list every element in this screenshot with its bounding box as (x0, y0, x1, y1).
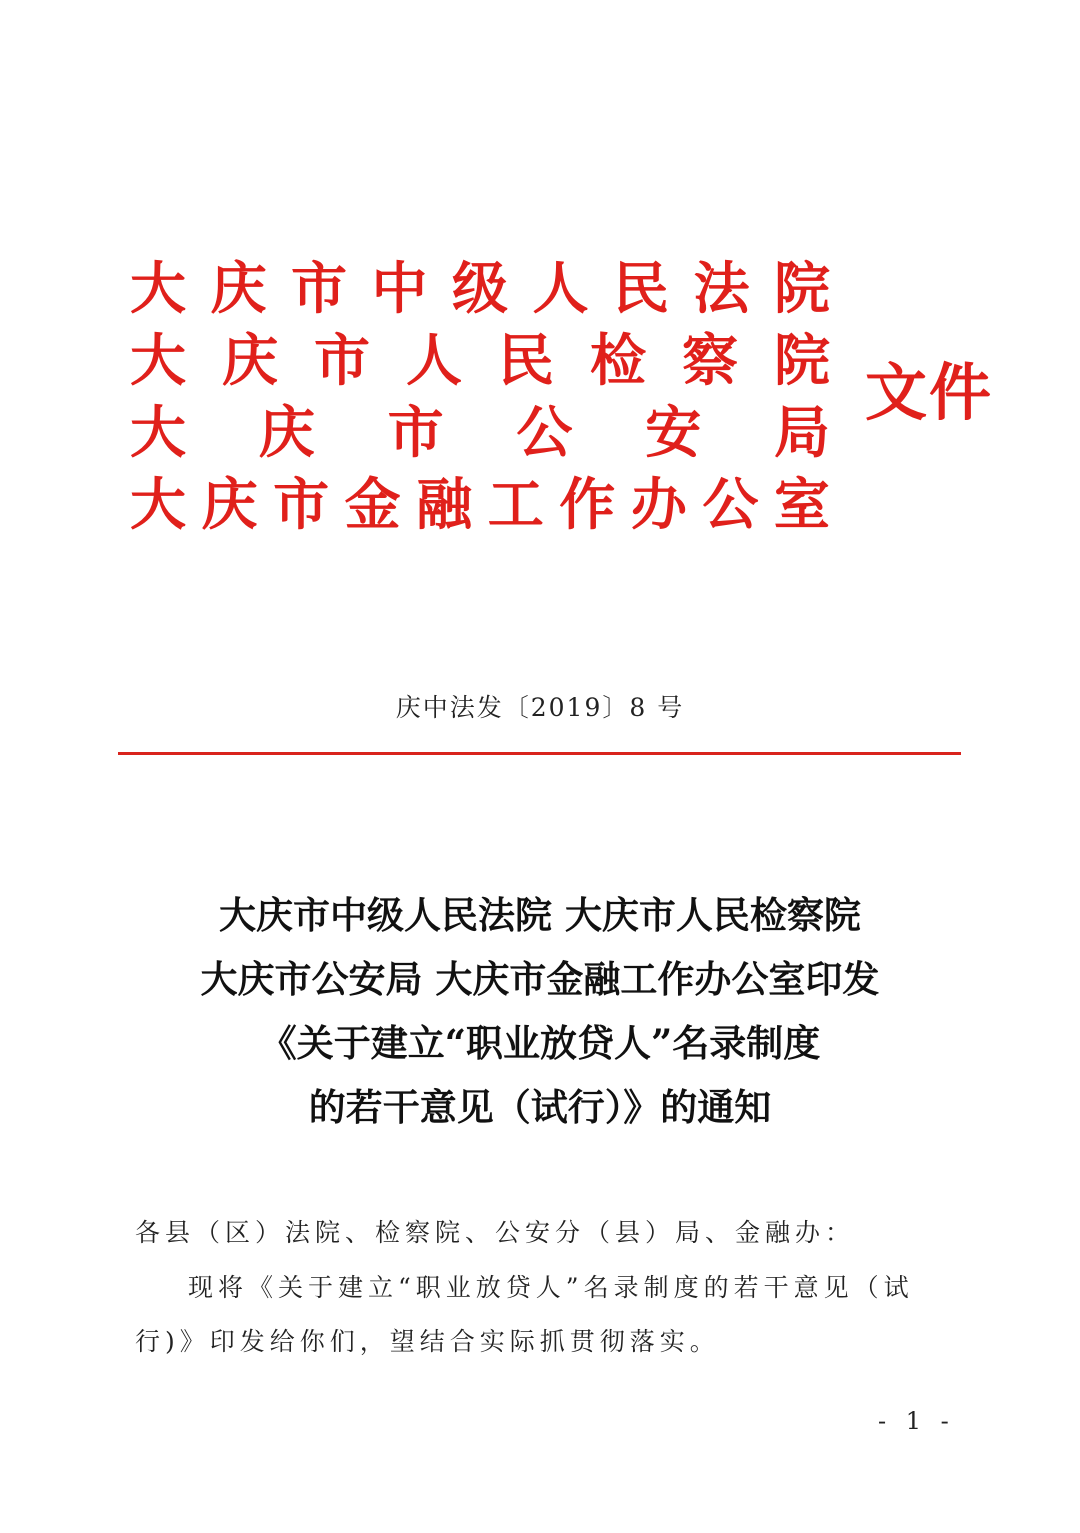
addressee-line: 各县（区）法院、检察院、公安分（县）局、金融办： (135, 1218, 856, 1247)
agency-char: 院 (774, 256, 830, 322)
agency-char: 公 (702, 472, 759, 538)
title-line: 大庆市公安局 大庆市金融工作办公室印发 (200, 957, 880, 1001)
notice-title (0, 883, 1080, 1139)
agency-char: 级 (452, 256, 508, 322)
agency-char: 大 (130, 328, 186, 394)
agency-char: 检 (590, 328, 646, 394)
agency-char: 院 (774, 328, 830, 394)
agency-char: 作 (559, 472, 616, 538)
agency-char: 市 (291, 256, 347, 322)
agency-line-procuratorate (130, 325, 830, 397)
title-line: 《关于建立“职业放贷人”名录制度 (259, 1021, 821, 1065)
body-paragraph-line: 现将《关于建立“职业放贷人”名录制度的若干意见（试 (188, 1273, 914, 1302)
agency-char: 办 (630, 472, 687, 538)
agency-char: 民 (498, 328, 554, 394)
agency-char: 融 (416, 472, 473, 538)
agency-char: 庆 (210, 256, 267, 322)
agency-char: 庆 (201, 472, 258, 538)
body-paragraph-line: 行)》印发给你们，望结合实际抓贯彻落实。 (135, 1327, 720, 1356)
agency-char: 大 (130, 472, 186, 538)
agency-char: 中 (371, 256, 428, 322)
red-divider (118, 752, 961, 755)
title-line: 的若干意见（试行）》的通知 (308, 1085, 772, 1129)
agency-char: 工 (487, 472, 544, 538)
agency-char: 人 (532, 256, 589, 322)
agency-char: 庆 (222, 328, 278, 394)
agency-char: 公 (516, 400, 573, 466)
agency-char: 市 (273, 472, 330, 538)
agency-char: 安 (645, 400, 702, 466)
agency-line-court (130, 253, 830, 325)
agency-char: 市 (387, 400, 444, 466)
agency-char: 局 (773, 400, 830, 466)
agency-char: 法 (693, 256, 750, 322)
agency-char: 大 (130, 400, 186, 466)
title-line: 大庆市中级人民法院 大庆市人民检察院 (219, 893, 861, 937)
agency-char: 民 (613, 256, 669, 322)
agency-char: 庆 (258, 400, 315, 466)
document-header (130, 253, 1010, 543)
document-suffix: 文件 (865, 356, 994, 429)
agency-char: 室 (773, 472, 830, 538)
agency-char: 市 (314, 328, 370, 394)
page-number: - 1 - (878, 1407, 955, 1435)
agency-line-public-security (130, 397, 830, 469)
agency-char: 人 (406, 328, 462, 394)
agency-char: 大 (130, 256, 186, 322)
agency-char: 察 (682, 328, 738, 394)
agency-line-finance-office (130, 469, 830, 541)
document-number: 庆中法发〔2019〕8 号 (395, 693, 685, 722)
agency-char: 金 (344, 472, 401, 538)
